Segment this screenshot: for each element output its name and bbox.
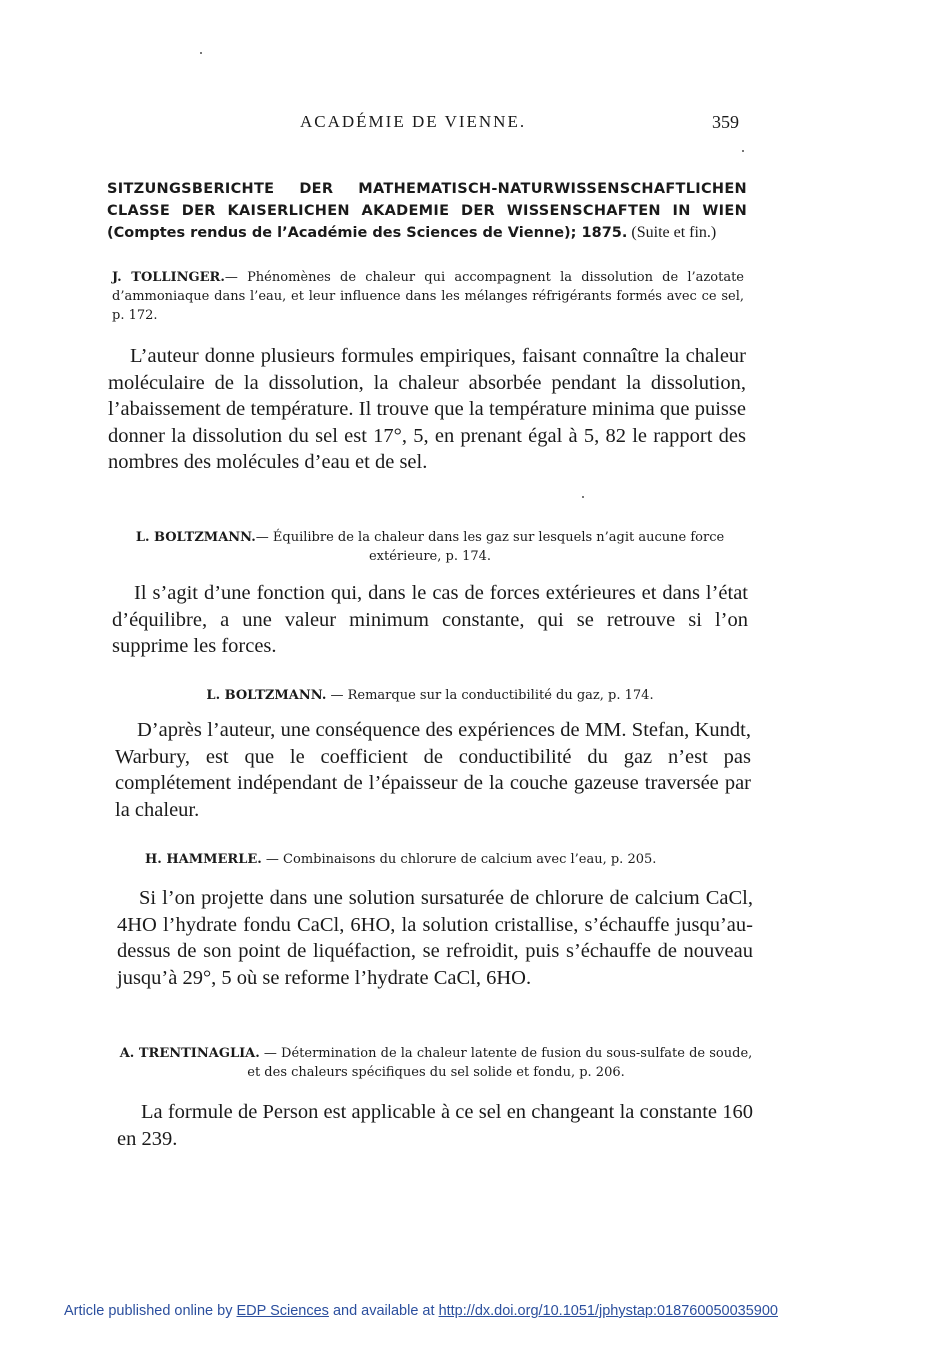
doi-link[interactable]: http://dx.doi.org/10.1051/jphystap:018760050035900 [438,1303,778,1319]
article-title [107,178,747,244]
entry-author: J. TOLLINGER. [112,270,225,285]
entry-body-boltzmann-1: Il s’agit d’une fonction qui, dans le cas de forces extérieures et dans l’état d’équilibre, a une valeur minimum constante, qui se retrouve si l’on supprime les forces. [112,582,748,658]
entry-title: — Combinaisons du chlorure de calcium avec l’eau, p. 205. [261,852,657,867]
entry-title: — Remarque sur la conductibilité du gaz, p. 174. [326,688,654,703]
article-title-caps: SITZUNGSBERICHTE DER MATHEMATISCH-NATURWISSENSCHAFTLICHEN CLASSE DER KAISERLICHEN AKADEMIE DER WISSENSCHAFTEN IN WIEN [107,181,747,219]
entry-title: — Phénomènes de chaleur qui accompagnent la dissolution de l’azotate d’ammoniaque dans l’eau, et leur influence dans les mélanges réfrigérants formés avec ce sel, p. 172. [112,270,745,323]
scan-speck [742,150,744,152]
running-head: ACADÉMIE DE VIENNE. [300,112,527,131]
entry-body-trentinaglia: La formule de Person est applicable à ce sel en changeant la constante 160 en 239. [117,1101,753,1150]
footer-notice [64,1303,778,1319]
entry-title: — Détermination de la chaleur latente de fusion du sous-sulfate de soude, et des chaleurs spécifiques du sel solide et fondu, p. 206. [247,1046,753,1080]
entry-author: L. BOLTZMANN. [135,530,256,545]
entry-title: — Équilibre de la chaleur dans les gaz sur lesquels n’agit aucune force extérieure, p. 174. [255,530,725,564]
entry-author: H. HAMMERLE. [145,852,262,867]
article-title-rest: (Comptes rendus de l’Académie des Sciences de Vienne); 1875. [107,225,628,241]
entry-body-text: L’auteur donne plusieurs formules empiriques, faisant connaître la chaleur moléculaire de la dissolution, la chaleur absorbée pendant la dissolution, l’abaissement de température. Il trouve que la température minima que puisse donner la dissolution du sel est 17°, 5, en prenant égal à 5, 82 le rapport des nombres des molécules d’eau et de sel. [108,345,746,474]
publisher-link[interactable]: EDP Sciences [236,1303,329,1319]
entry-body-tollinger [108,343,746,476]
entry-author: A. TRENTINAGLIA. [119,1046,260,1061]
entry-reference-boltzmann-2 [112,686,748,705]
scan-speck [200,52,202,54]
footer-middle: and available at [328,1303,439,1319]
entry-reference-tollinger [112,268,744,325]
page-number: 359 [712,112,739,132]
entry-body-hammerle: Si l’on projette dans une solution sursaturée de chlorure de calcium CaCl, 4HO l’hydrate fondu CaCl, 6HO, la solution cristallise, s’échauffe jusqu’au-dessus de son point de liquéfaction, se refroidit, puis s’échauffe de nouveau jusqu’à 29°, 5 où se reforme l’hydrate CaCl, 6HO. [117,887,753,989]
entry-reference-trentinaglia [118,1044,754,1082]
entry-reference-boltzmann-1 [112,528,748,566]
entry-author: L. BOLTZMANN. [206,688,327,703]
entry-reference-hammerle [145,850,725,869]
entry-body-boltzmann-2: D’après l’auteur, une conséquence des expériences de MM. Stefan, Kundt, Warbury, est que le coefficient de conductibilité du gaz n’est pas complétement indépendant de l’épaisseur de la couche gazeuse traversée par la chaleur. [115,719,751,821]
article-title-suite: (Suite et fin.) [627,224,717,241]
footer-prefix: Article published online by [64,1303,237,1319]
scan-speck [582,496,584,498]
